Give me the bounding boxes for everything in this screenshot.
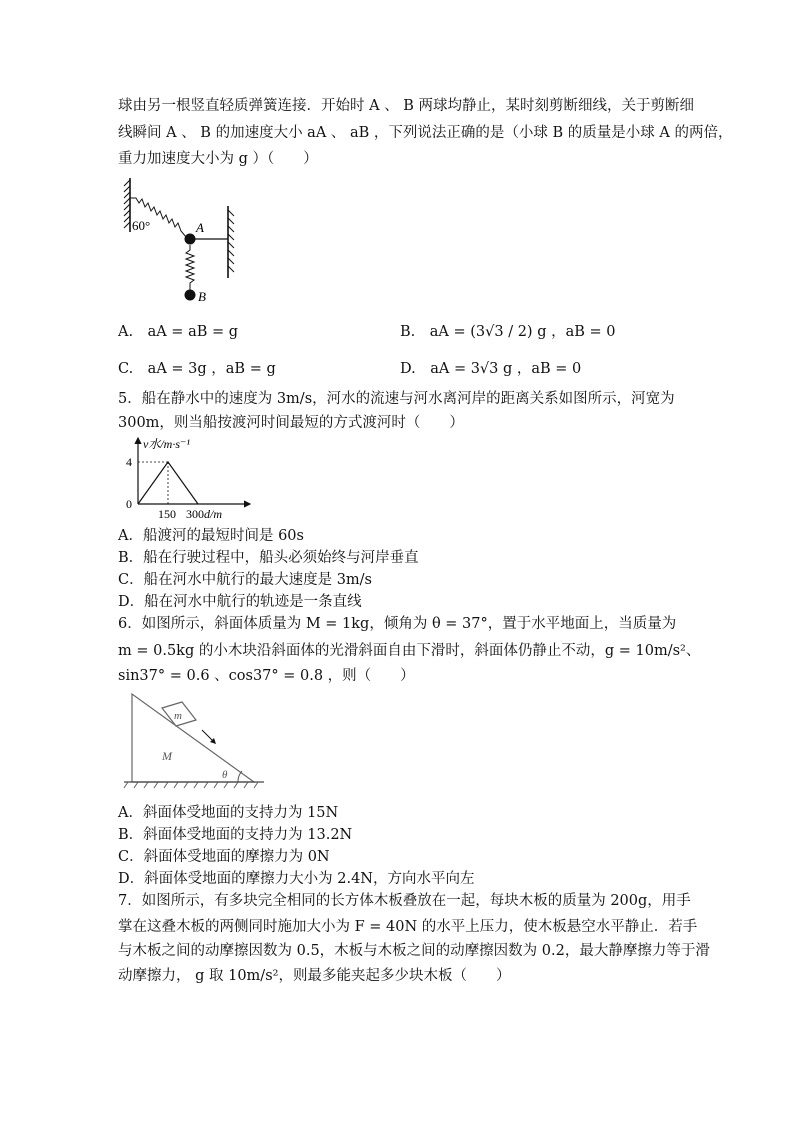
q7-line-1: 7．如图所示，有多块完全相同的长方体木板叠放在一起，每块木板的质量为 200g，用手 xyxy=(118,893,691,909)
y-tick-4: 4 xyxy=(126,455,132,469)
q4-option-a: A. aA = aB = g xyxy=(118,324,239,340)
q7-line-2: 掌在这叠木板的两侧同时施加大小为 F = 40N 的水平上压力，使木板悬空水平静止．若手 xyxy=(118,919,698,935)
q4-line-2: 线瞬间 A 、 B 的加速度大小 aA 、 aB ，下列说法正确的是（小球 B 的质量是小球 A 的两倍， xyxy=(118,125,733,141)
q4-option-b: B. aA = (3√3 / 2) g ，aB = 0 xyxy=(400,324,616,340)
y-tick-0: 0 xyxy=(126,497,132,511)
y-axis-label: v水/m·s⁻¹ xyxy=(143,437,190,451)
q4-angle-label: 60° xyxy=(132,218,151,233)
q6-option-c: C．斜面体受地面的摩擦力为 0N xyxy=(118,849,330,865)
q6-label-m: m xyxy=(174,710,182,722)
q5-option-b: B．船在行驶过程中，船头必须始终与河岸垂直 xyxy=(118,550,419,566)
incline-block xyxy=(132,694,254,782)
q4-label-a: A xyxy=(196,220,204,235)
q6-option-b: B．斜面体受地面的支持力为 13.2N xyxy=(118,827,353,843)
x-tick-150: 150 xyxy=(158,507,176,521)
q5-velocity-chart xyxy=(118,434,258,522)
q4-spring-figure xyxy=(118,176,238,308)
ball-b xyxy=(185,290,196,301)
q6-label-M: M xyxy=(162,749,172,763)
q6-line-1: 6．如图所示，斜面体质量为 M = 1kg，倾角为 θ = 37°，置于水平地面上，当质量为 xyxy=(118,616,677,632)
q6-option-a: A．斜面体受地面的支持力为 15N xyxy=(118,805,339,821)
q6-incline-figure xyxy=(118,690,268,794)
q6-line-2: m = 0.5kg 的小木块沿斜面体的光滑斜面自由下滑时，斜面体仍静止不动，g = 10m/s²、 xyxy=(118,643,701,659)
q5-option-d: D．船在河水中航行的轨迹是一条直线 xyxy=(118,594,362,610)
q5-option-a: A．船渡河的最短时间是 60s xyxy=(118,528,304,544)
q6-label-theta: θ xyxy=(222,769,228,781)
q6-line-3: sin37° = 0.6 、cos37° = 0.8 ，则（ ） xyxy=(118,668,415,684)
q5-plot-area xyxy=(138,462,198,504)
q5-line-2: 300m，则当船按渡河时间最短的方式渡河时（ ） xyxy=(118,415,464,431)
q7-line-4: 动摩擦力， g 取 10m/s²，则最多能夹起多少块木板（ ） xyxy=(118,968,511,984)
q5-line-1: 5．船在静水中的速度为 3m/s，河水的流速与河水离河岸的距离关系如图所示，河宽为 xyxy=(118,391,675,407)
q4-option-c: C. aA = 3g ，aB = g xyxy=(118,361,276,377)
q7-line-3: 与木板之间的动摩擦因数为 0.5，木板与木板之间的动摩擦因数为 0.2，最大静摩擦力等于滑 xyxy=(118,943,710,959)
x-axis-label: d/m xyxy=(204,507,222,521)
q4-label-b: B xyxy=(198,289,206,304)
x-tick-300: 300 xyxy=(186,507,204,521)
q4-line-3: 重力加速度大小为 g ）（ ） xyxy=(118,151,318,167)
q4-line-1: 球由另一根竖直轻质弹簧连接．开始时 A 、 B 两球均静止，某时刻剪断细线，关于剪断细 xyxy=(118,98,695,114)
q4-option-d: D. aA = 3√3 g ，aB = 0 xyxy=(400,361,582,377)
q5-option-c: C．船在河水中航行的最大速度是 3m/s xyxy=(118,572,373,588)
q6-option-d: D．斜面体受地面的摩擦力大小为 2.4N，方向水平向左 xyxy=(118,871,475,887)
